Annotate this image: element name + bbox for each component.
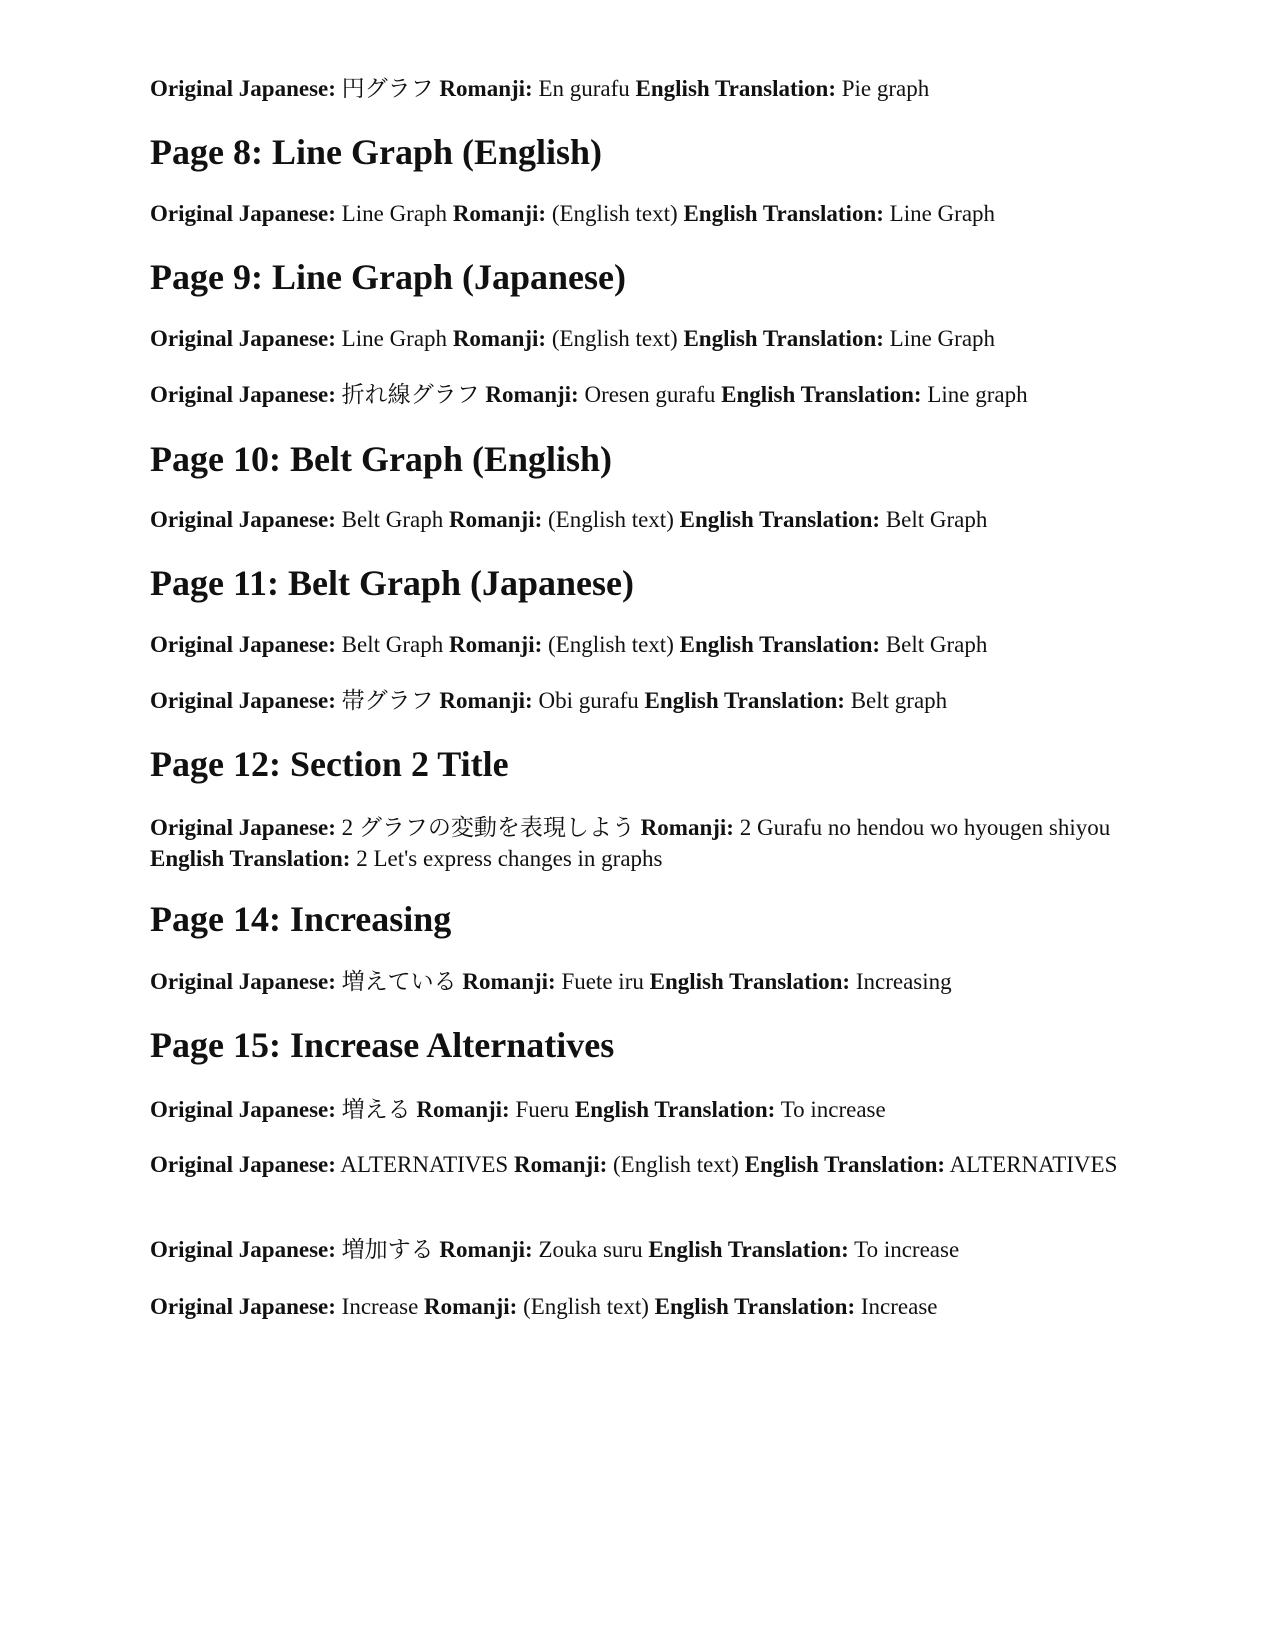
translation-entry (150, 812, 1125, 874)
original-text: Belt Graph (341, 507, 444, 532)
romanji-label: Romanji: (513, 1152, 608, 1177)
translation-text: Increase (860, 1294, 938, 1319)
translation-text: Belt Graph (885, 632, 988, 657)
romanji-label: Romanji: (448, 507, 543, 532)
translation-entry (150, 1094, 1125, 1125)
translation-label: English Translation: (744, 1152, 946, 1177)
romanji-text: (English text) (548, 632, 674, 657)
original-text: 増加する (341, 1237, 434, 1262)
original-label: Original Japanese: (150, 76, 336, 101)
romanji-label: Romanji: (462, 969, 556, 994)
translation-entry (150, 504, 1125, 535)
translation-label: English Translation: (635, 76, 836, 101)
section-heading: Page 15: Increase Alternatives (150, 1025, 615, 1065)
original-text: 2 グラフの変動を表現しよう (341, 815, 635, 840)
translation-text: Pie graph (841, 76, 930, 101)
original-label: Original Japanese: (150, 1097, 336, 1122)
romanji-text: (English text) (551, 201, 678, 226)
translation-label: English Translation: (649, 969, 851, 994)
romanji-text: Obi gurafu (538, 688, 639, 713)
translation-label: English Translation: (679, 632, 881, 657)
translation-entry (150, 379, 1125, 410)
romanji-label: Romanji: (439, 688, 533, 713)
translation-text: Increasing (855, 969, 952, 994)
translation-entry (150, 1291, 1125, 1322)
romanji-label: Romanji: (448, 632, 543, 657)
original-text: 折れ線グラフ (341, 382, 480, 407)
romanji-label: Romanji: (452, 201, 547, 226)
translation-text: Line graph (927, 382, 1028, 407)
section-heading: Page 11: Belt Graph (Japanese) (150, 563, 634, 603)
romanji-text: Zouka suru (538, 1237, 643, 1262)
romanji-text: Fueru (515, 1097, 570, 1122)
translation-entry (150, 1234, 1125, 1265)
translation-label: English Translation: (683, 326, 884, 351)
section-heading: Page 10: Belt Graph (English) (150, 439, 613, 479)
original-text: ALTERNATIVES (340, 1152, 509, 1177)
translation-text: To increase (854, 1237, 960, 1262)
translation-entry (150, 323, 1125, 354)
translation-label: English Translation: (644, 688, 845, 713)
translation-entry (150, 629, 1125, 660)
section-heading: Page 9: Line Graph (Japanese) (150, 257, 626, 297)
translation-entry (150, 966, 1125, 997)
original-label: Original Japanese: (150, 1152, 336, 1177)
romanji-label: Romanji: (452, 326, 547, 351)
translation-label: English Translation: (683, 201, 884, 226)
section-heading: Page 14: Increasing (150, 899, 452, 939)
romanji-label: Romanji: (640, 815, 734, 840)
translation-label: English Translation: (150, 846, 351, 871)
original-text: 帯グラフ (341, 688, 434, 713)
romanji-label: Romanji: (439, 1237, 533, 1262)
romanji-text: (English text) (523, 1294, 649, 1319)
romanji-label: Romanji: (424, 1294, 518, 1319)
original-label: Original Japanese: (150, 326, 336, 351)
translation-entry (150, 685, 1125, 716)
romanji-text: (English text) (551, 326, 678, 351)
translation-text: Belt Graph (885, 507, 988, 532)
romanji-label: Romanji: (485, 382, 579, 407)
original-label: Original Japanese: (150, 1294, 336, 1319)
translation-label: English Translation: (721, 382, 922, 407)
translation-label: English Translation: (574, 1097, 776, 1122)
original-label: Original Japanese: (150, 815, 336, 840)
romanji-text: Oresen gurafu (584, 382, 716, 407)
translation-entry (150, 1151, 1125, 1178)
original-text: Belt Graph (341, 632, 444, 657)
original-text: 増えている (341, 969, 457, 994)
original-text: Increase (341, 1294, 419, 1319)
romanji-text: 2 Gurafu no hendou wo hyougen shiyou (739, 815, 1111, 840)
original-text: Line Graph (341, 201, 448, 226)
original-label: Original Japanese: (150, 382, 336, 407)
original-text: Line Graph (341, 326, 448, 351)
translation-label: English Translation: (679, 507, 881, 532)
original-label: Original Japanese: (150, 632, 336, 657)
section-heading: Page 8: Line Graph (English) (150, 132, 603, 172)
translation-text: To increase (780, 1097, 886, 1122)
romanji-label: Romanji: (439, 76, 533, 101)
translation-entry (150, 198, 1125, 229)
translation-text: Belt graph (850, 688, 948, 713)
original-label: Original Japanese: (150, 507, 336, 532)
original-text: 円グラフ (341, 76, 434, 101)
romanji-text: (English text) (613, 1152, 739, 1177)
translation-text: Line Graph (889, 201, 996, 226)
original-label: Original Japanese: (150, 688, 336, 713)
romanji-text: En gurafu (538, 76, 630, 101)
translation-label: English Translation: (648, 1237, 849, 1262)
section-heading: Page 12: Section 2 Title (150, 744, 509, 784)
original-label: Original Japanese: (150, 1237, 336, 1262)
original-label: Original Japanese: (150, 201, 336, 226)
translation-entry (150, 73, 1125, 104)
romanji-text: Fuete iru (561, 969, 644, 994)
translation-text: ALTERNATIVES (949, 1152, 1118, 1177)
romanji-label: Romanji: (416, 1097, 510, 1122)
translation-label: English Translation: (654, 1294, 856, 1319)
translation-text: Line Graph (889, 326, 996, 351)
translation-text: 2 Let's express changes in graphs (356, 846, 663, 871)
original-label: Original Japanese: (150, 969, 336, 994)
romanji-text: (English text) (548, 507, 674, 532)
original-text: 増える (341, 1097, 411, 1122)
